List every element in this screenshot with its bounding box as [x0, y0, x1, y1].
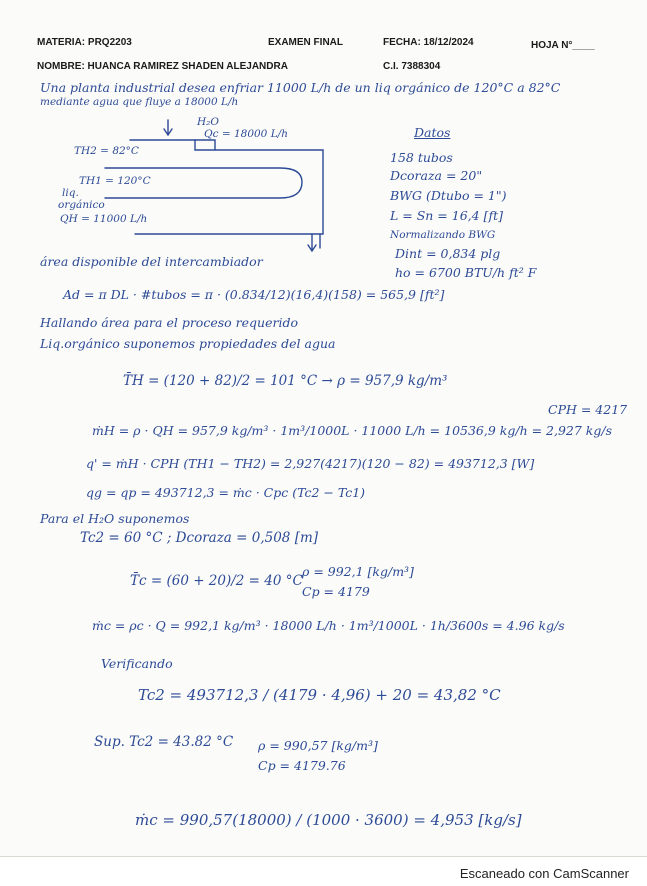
header-nombre: NOMBRE: HUANCA RAMIREZ SHADEN ALEJANDRA — [37, 61, 288, 72]
datos-item: L = Sn = 16,4 [ft] — [390, 208, 503, 223]
area-equation: Ad = π DL · #tubos = π · (0.834/12)(16,4)(158) = 565,9 [ft²] — [63, 287, 445, 302]
datos-item: ho = 6700 BTU/h ft² F — [395, 265, 537, 280]
problem-line-2: mediante agua que fluye a 18000 L/h — [40, 96, 239, 108]
datos-item: Dcoraza = 20" — [390, 168, 483, 183]
datos-item: Normalizando BWG — [390, 229, 496, 241]
sup-tc2: Sup. Tc2 = 43.82 °C — [94, 734, 234, 750]
header-examen: EXAMEN FINAL — [268, 37, 343, 48]
cp-c-value: Cp = 4179 — [302, 584, 370, 599]
diagram-qh: QH = 11000 L/h — [60, 213, 148, 225]
th-mean-eq: T̄H = (120 + 82)/2 = 101 °C → ρ = 957,9 kg/m³ — [123, 373, 448, 389]
datos-item: Dint = 0,834 plg — [395, 246, 501, 261]
tc2-supuesto: Tc2 = 60 °C ; Dcoraza = 0,508 [m] — [80, 530, 319, 546]
verificando-line: Verificando — [101, 656, 173, 671]
datos-item: BWG (Dtubo = 1") — [390, 188, 507, 203]
mh-eq: ṁH = ρ · QH = 957,9 kg/m³ · 1m³/1000L · 11000 L/h = 10536,9 kg/h = 2,927 kg/s — [92, 423, 613, 438]
tc-mean-eq: T̄c = (60 + 20)/2 = 40 °C — [130, 573, 303, 589]
mc2-eq: ṁc = 990,57(18000) / (1000 · 3600) = 4,953 [kg/s] — [135, 811, 522, 829]
diagram-liq: liq. — [62, 187, 79, 199]
diagram-qc: Qc = 18000 L/h — [204, 128, 288, 140]
header-hoja: HOJA N°____ — [531, 40, 595, 51]
hallando-line: Hallando área para el proceso requerido — [40, 315, 298, 330]
diagram-th1: TH1 = 120°C — [79, 175, 151, 187]
header-fecha: FECHA: 18/12/2024 — [383, 37, 474, 48]
cph-value: CPH = 4217 — [548, 402, 628, 417]
diagram-h2o: H₂O — [197, 116, 219, 128]
datos-title: Datos — [414, 125, 451, 140]
tc2-verification: Tc2 = 493712,3 / (4179 · 4,96) + 20 = 43,82 °C — [138, 686, 501, 704]
header-materia: MATERIA: PRQ2203 — [37, 37, 132, 48]
diagram-th2: TH2 = 82°C — [74, 145, 139, 157]
qg-eq: qg = qp = 493712,3 = ṁc · Cpc (Tc2 − Tc1) — [86, 485, 366, 500]
rho-c2-value: ρ = 990,57 [kg/m³] — [258, 738, 378, 753]
diagram-organico: orgánico — [58, 199, 105, 211]
header-ci: C.I. 7388304 — [383, 61, 441, 72]
area-title: área disponible del intercambiador — [40, 254, 263, 269]
cp-c2-value: Cp = 4179.76 — [258, 758, 346, 773]
water-inlet-arrow — [164, 120, 172, 135]
liq-suponemos-line: Liq.orgánico suponemos propiedades del agua — [40, 336, 336, 351]
q-eq: q' = ṁH · CPH (TH1 − TH2) = 2,927(4217)(120 − 82) = 493712,3 [W] — [86, 456, 535, 471]
datos-item: 158 tubos — [390, 150, 453, 165]
para-h2o-line: Para el H₂O suponemos — [40, 511, 190, 526]
rho-c-value: ρ = 992,1 [kg/m³] — [302, 564, 414, 579]
shell-inlet-stub — [195, 140, 215, 150]
camscanner-watermark: Escaneado con CamScanner — [459, 866, 629, 881]
shell-outline — [130, 140, 323, 234]
mc-eq: ṁc = ρc · Q = 992,1 kg/m³ · 18000 L/h · 1m³/1000L · 1h/3600s = 4.96 kg/s — [92, 618, 565, 633]
water-outlet-arrow — [308, 234, 316, 251]
problem-line-1: Una planta industrial desea enfriar 11000 L/h de un liq orgánico de 120°C a 82°C — [40, 80, 561, 95]
